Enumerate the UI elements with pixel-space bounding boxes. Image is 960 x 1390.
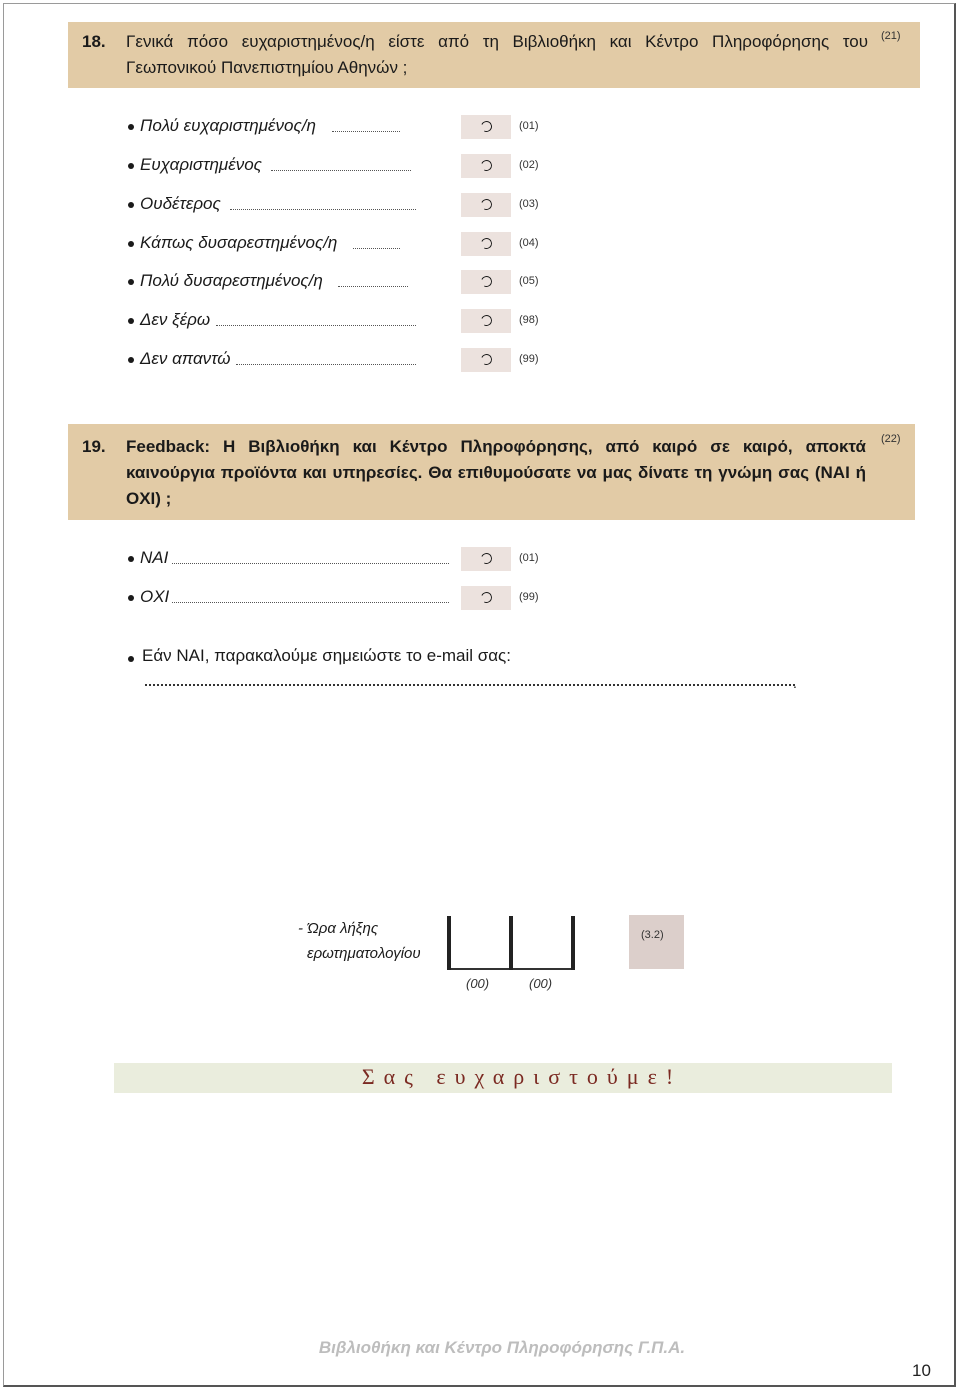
radio-option-01[interactable] bbox=[461, 115, 511, 139]
radio-circle-icon bbox=[479, 590, 493, 604]
question-code: (22) bbox=[881, 433, 901, 445]
answer-option bbox=[128, 155, 568, 179]
radio-option-no[interactable] bbox=[461, 586, 511, 610]
answer-option bbox=[128, 233, 568, 257]
radio-circle-icon bbox=[479, 158, 493, 172]
answer-option bbox=[128, 587, 568, 611]
minutes-code: (00) bbox=[529, 976, 553, 991]
question-18-header bbox=[68, 22, 920, 88]
answer-option bbox=[128, 116, 568, 140]
option-label: Πολύ ευχαριστημένος/η bbox=[140, 116, 316, 135]
grid-divider bbox=[571, 916, 575, 970]
completion-time-label bbox=[298, 916, 421, 966]
radio-circle-icon bbox=[479, 119, 493, 133]
option-code: (05) bbox=[519, 275, 539, 287]
question-number: 18. bbox=[82, 32, 106, 51]
bullet-icon bbox=[128, 656, 134, 662]
radio-option-99[interactable] bbox=[461, 348, 511, 372]
hours-code: (00) bbox=[466, 976, 490, 991]
answer-option bbox=[128, 310, 568, 334]
bullet-icon bbox=[128, 163, 134, 169]
answer-option bbox=[128, 548, 568, 572]
grid-divider bbox=[509, 916, 513, 970]
grid-divider bbox=[447, 916, 451, 970]
option-code: (98) bbox=[519, 314, 539, 326]
question-code: (21) bbox=[881, 30, 901, 42]
bullet-icon bbox=[128, 556, 134, 562]
time-code: (3.2) bbox=[641, 929, 664, 941]
radio-option-03[interactable] bbox=[461, 193, 511, 217]
radio-circle-icon bbox=[479, 274, 493, 288]
email-line-end: . bbox=[793, 675, 797, 691]
bullet-icon bbox=[128, 595, 134, 601]
option-code: (99) bbox=[519, 353, 539, 365]
option-code: (01) bbox=[519, 120, 539, 132]
answer-option bbox=[128, 271, 568, 295]
option-label: ΟΧΙ bbox=[140, 587, 170, 606]
radio-circle-icon bbox=[479, 352, 493, 366]
radio-option-02[interactable] bbox=[461, 154, 511, 178]
radio-option-04[interactable] bbox=[461, 232, 511, 256]
email-prompt-text: Εάν ΝΑΙ, παρακαλούμε σημειώστε το e-mail σας: bbox=[142, 646, 511, 665]
bullet-icon bbox=[128, 241, 134, 247]
bullet-icon bbox=[128, 357, 134, 363]
time-entry-grid[interactable] bbox=[447, 916, 575, 970]
option-code: (04) bbox=[519, 237, 539, 249]
bullet-icon bbox=[128, 318, 134, 324]
page-number: 10 bbox=[912, 1361, 931, 1380]
dot-leader bbox=[172, 562, 449, 564]
time-code-box bbox=[629, 915, 684, 969]
question-19-header bbox=[68, 424, 915, 520]
option-label: Ουδέτερος bbox=[140, 194, 221, 213]
dot-leader bbox=[332, 130, 400, 132]
question-number: 19. bbox=[82, 437, 106, 456]
option-label: ΝΑΙ bbox=[140, 548, 169, 567]
radio-circle-icon bbox=[479, 551, 493, 565]
option-code: (01) bbox=[519, 552, 539, 564]
radio-option-yes[interactable] bbox=[461, 547, 511, 571]
option-label: Δεν απαντώ bbox=[140, 349, 231, 368]
option-code: (02) bbox=[519, 159, 539, 171]
option-label: Κάπως δυσαρεστημένος/η bbox=[140, 233, 338, 252]
thank-you-text: Σας ευχαριστούμε! bbox=[361, 1064, 683, 1089]
question-text: Feedback: Η Βιβλιοθήκη και Κέντρο Πληροφόρησης, από καιρό σε καιρό, αποκτά καινούργια προϊόντα και υπηρεσίες. Θα επιθυμούσατε να μας δίνατε τη γνώμη σας (ΝΑΙ ή ΟΧΙ) ; bbox=[126, 437, 866, 508]
answer-option bbox=[128, 194, 568, 218]
dot-leader bbox=[230, 208, 416, 210]
radio-circle-icon bbox=[479, 236, 493, 250]
thank-you-banner bbox=[114, 1063, 892, 1093]
option-code: (99) bbox=[519, 591, 539, 603]
completion-time-label-line2: ερωτηματολογίου bbox=[307, 945, 421, 962]
option-label: Δεν ξέρω bbox=[140, 310, 211, 329]
radio-circle-icon bbox=[479, 313, 493, 327]
bullet-icon bbox=[128, 124, 134, 130]
option-code: (03) bbox=[519, 198, 539, 210]
radio-circle-icon bbox=[479, 197, 493, 211]
question-text: Γενικά πόσο ευχαριστημένος/η είστε από τη Βιβλιοθήκη και Κέντρο Πληροφόρησης του Γεωπονικού Πανεπιστημίου Αθηνών ; bbox=[126, 32, 868, 77]
dot-leader bbox=[271, 169, 411, 171]
dot-leader bbox=[236, 363, 416, 365]
footer-text: Βιβλιοθήκη και Κέντρο Πληροφόρησης Γ.Π.Α. bbox=[318, 1338, 686, 1357]
dot-leader bbox=[172, 601, 449, 603]
email-input-line[interactable] bbox=[145, 684, 795, 686]
dot-leader bbox=[216, 324, 416, 326]
dot-leader bbox=[338, 285, 408, 287]
completion-time-label-line1: - Ώρα λήξης bbox=[298, 920, 379, 937]
option-label: Ευχαριστημένος bbox=[140, 155, 262, 174]
bullet-icon bbox=[128, 279, 134, 285]
answer-option bbox=[128, 349, 568, 373]
radio-option-98[interactable] bbox=[461, 309, 511, 333]
dot-leader bbox=[353, 247, 400, 249]
bullet-icon bbox=[128, 202, 134, 208]
radio-option-05[interactable] bbox=[461, 270, 511, 294]
option-label: Πολύ δυσαρεστημένος/η bbox=[140, 271, 323, 290]
